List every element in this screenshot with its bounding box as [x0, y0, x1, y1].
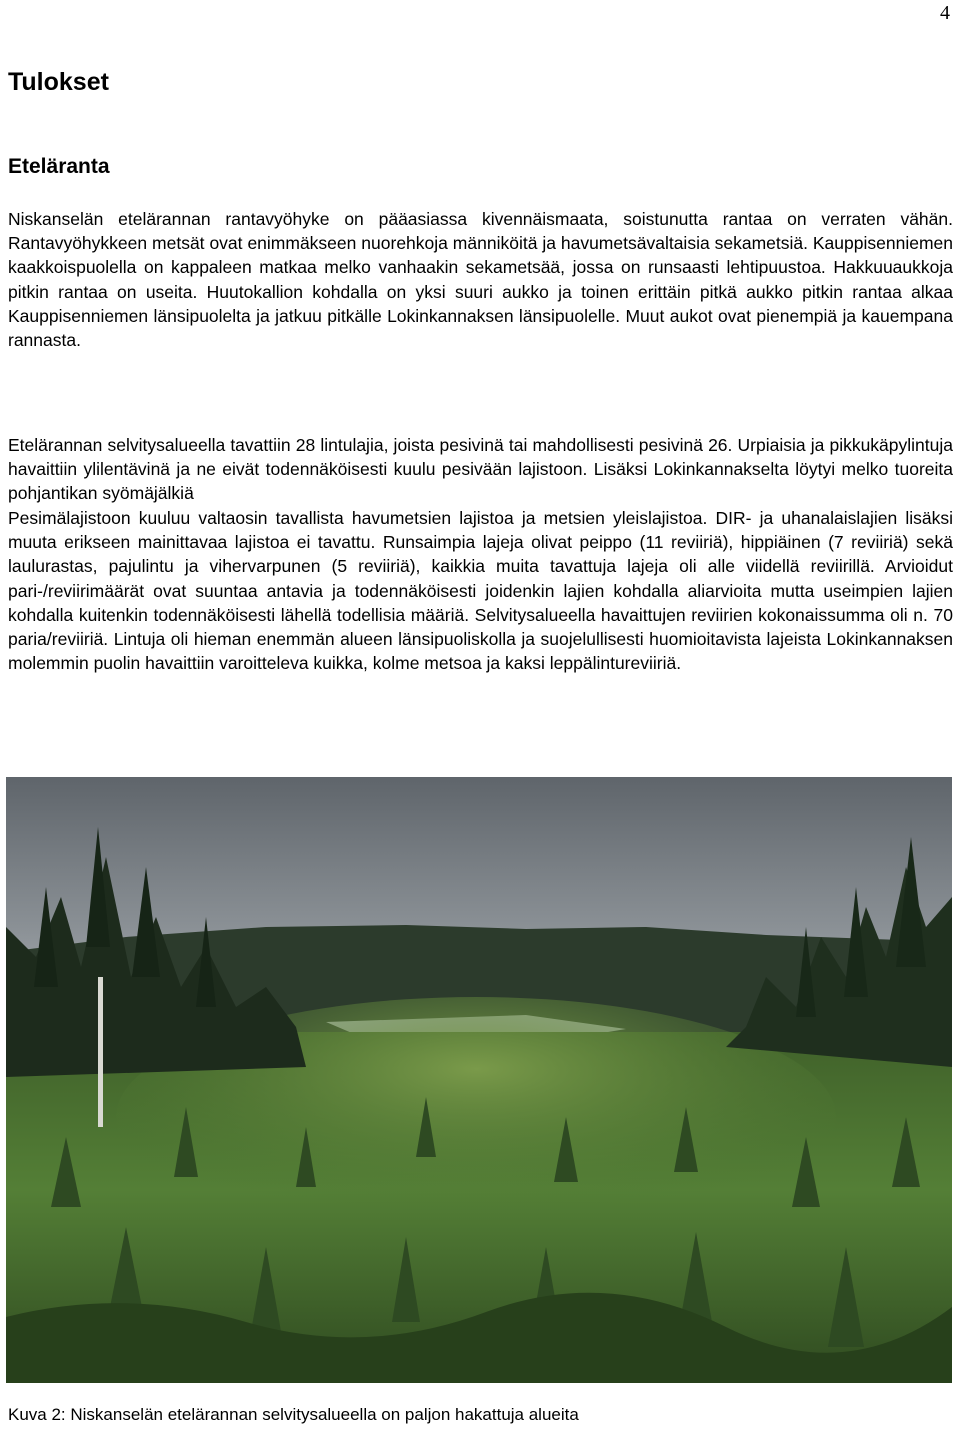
paragraph-breeding-species: Pesimälajistoon kuuluu valtaosin tavallista havumetsien lajistoa ja metsien yleislajistoa. DIR- ja uhanalaislajien lisäksi muuta erikseen mainittavaa lajistoa ei tavattu. Runsaimpia lajeja olivat peippo (11 reviiriä), hippiäinen (7 reviiriä) sekä laulurastas, pajulintu ja vihervarpunen (5 reviiriä), kaikkia muita tavattuja lajeja oli alle viidellä reviirillä. Arvioidut pari-/reviirimäärät ovat suuntaa antavia ja todennäköisesti joidenkin lajien kohdalla aliarvioita mutta useimpien lajien kohdalla kuitenkin todennäköisesti lähellä todellisia määriä. Selvitysalueella havaittujen reviirien kokonaissumma oli n. 70 paria/reviiriä. Lintuja oli hieman enemmän alueen länsipuoliskolla ja suojelullisesti huomioitavista lajeista Lokinkannaksen molemmin puolin havaittiin varoitteleva kuikka, kolme metsoa ja kaksi leppälintureviiriä.	[8, 508, 953, 674]
paragraph-species-count: Etelärannan selvitysalueella tavattiin 28 lintulajia, joista pesivinä tai mahdollisesti pesivinä 26. Urpiaisia ja pikkukäpylintuja havaittiin ylilentävinä ja ne eivät todennäköisesti kuulu pesivään lajistoon. Lisäksi Lokinkannakselta löytyi melko tuoreita pohjantikan syömäjälkiä	[8, 435, 953, 504]
birch-trunk	[98, 977, 103, 1127]
figure-caption: Kuva 2: Niskanselän etelärannan selvitysalueella on paljon hakattuja alueita	[8, 1405, 579, 1424]
landscape-photo	[6, 777, 952, 1383]
paragraph-shore-description: Niskanselän etelärannan rantavyöhyke on pääasiassa kivennäismaata, soistunutta rantaa on verraten vähän. Rantavyöhykkeen metsät ovat enimmäkseen nuorehkoja männiköitä ja havumetsävaltaisia sekametsiä. Kauppisenniemen kaakkoispuolella on kappaleen matkaa melko vanhaakin sekametsää, jossa on runsaasti lehtipuustoa. Hakkuuaukkoja pitkin rantaa on useita. Huutokallion kohdalla on yksi suuri aukko ja toinen erittäin pitkä aukko pitkin rantaa alkaa Kauppisenniemen länsipuolelta ja jatkuu pitkälle Lokinkannaksen länsipuolelle. Muut aukot ovat pienempiä ja kauempana rannasta.	[8, 209, 953, 351]
page-number: 4	[940, 2, 950, 24]
subsection-heading: Eteläranta	[8, 155, 110, 178]
section-heading: Tulokset	[8, 68, 109, 96]
